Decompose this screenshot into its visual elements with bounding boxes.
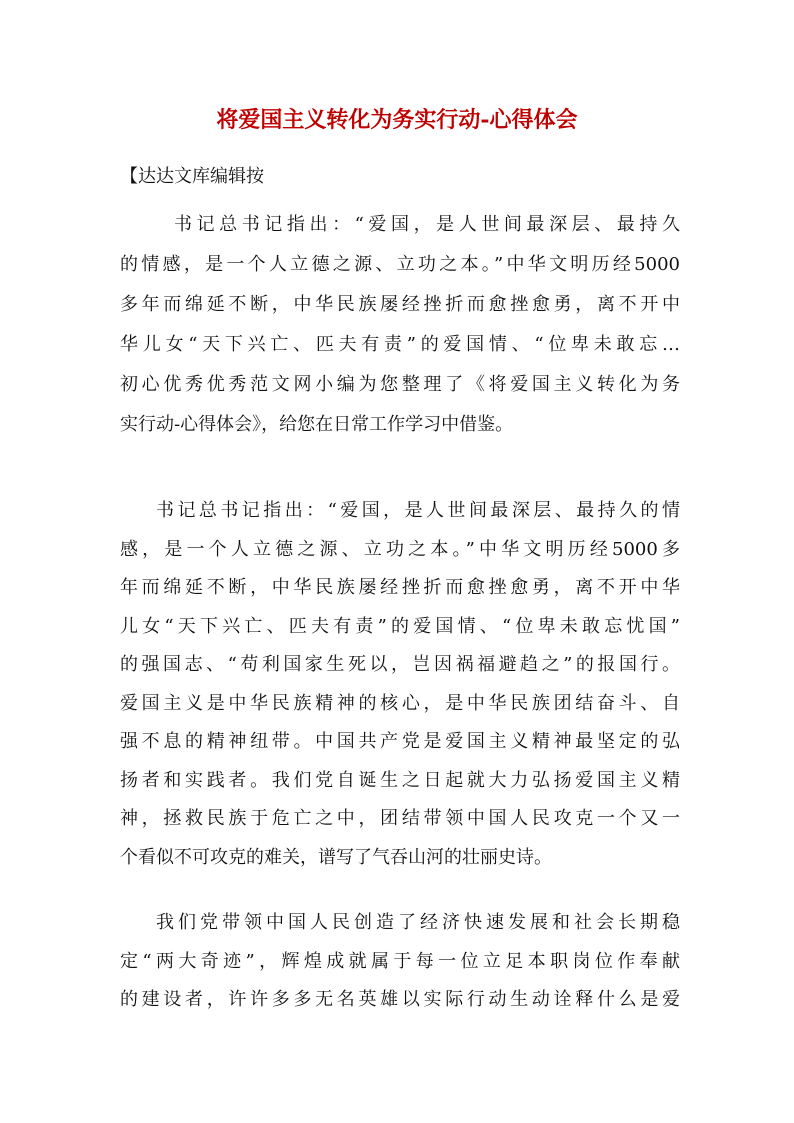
- body-line: 书记总书记指出：“爱国，是人世间最深层、最持久的情: [156, 500, 680, 521]
- body-line: 强不息的精神纽带。中国共产党是爱国主义精神最坚定的弘: [120, 731, 680, 752]
- editor-note-label: 【达达文库编辑按: [120, 166, 264, 187]
- body-line: 我们党带领中国人民创造了经济快速发展和社会长期稳: [156, 912, 680, 933]
- body-line: 爱国主义是中华民族精神的核心，是中华民族团结奋斗、自: [120, 692, 680, 714]
- intro-line: 多年而绵延不断，中华民族屡经挫折而愈挫愈勇，离不开中: [120, 294, 680, 315]
- body-line: 年而绵延不断，中华民族屡经挫折而愈挫愈勇，离不开中华: [120, 577, 680, 598]
- body-line: 儿女“天下兴亡、匹夫有责”的爱国情、“位卑未敢忘忧国”: [120, 615, 680, 637]
- body-paragraph-1: [120, 492, 680, 877]
- body-line: 神，拯救民族于危亡之中，团结带领中国人民攻克一个又一: [120, 808, 680, 829]
- intro-line: 的情感，是一个人立德之源、立功之本。”中华文明历经5000: [120, 254, 680, 275]
- body-line: 定“两大奇迹”，辉煌成就属于每一位立足本职岗位作奉献: [120, 950, 680, 972]
- body-line: 感，是一个人立德之源、立功之本。”中华文明历经5000多: [120, 538, 680, 560]
- intro-line: 书记总书记指出：“爱国，是人世间最深层、最持久: [174, 214, 680, 235]
- body-line: 个看似不可攻克的难关，谱写了气吞山河的壮丽史诗。: [120, 846, 552, 868]
- document-title: 将爱国主义转化为务实行动-心得体会: [216, 107, 578, 133]
- body-line: 的建设者，许许多多无名英雄以实际行动生动诠释什么是爱: [120, 989, 680, 1010]
- intro-paragraph: [120, 205, 680, 445]
- intro-line: 实行动-心得体会》，给您在日常工作学习中借鉴。: [120, 414, 514, 435]
- intro-line: 初心优秀优秀范文网小编为您整理了《将爱国主义转化为务: [120, 374, 680, 395]
- body-line: 的强国志、“苟利国家生死以，岂因祸福避趋之”的报国行。: [120, 654, 680, 675]
- body-line: 扬者和实践者。我们党自诞生之日起就大力弘扬爱国主义精: [120, 769, 680, 791]
- intro-line: 华儿女“天下兴亡、匹夫有责”的爱国情、“位卑未敢忘…: [120, 334, 680, 355]
- body-paragraph-2: [120, 904, 680, 1020]
